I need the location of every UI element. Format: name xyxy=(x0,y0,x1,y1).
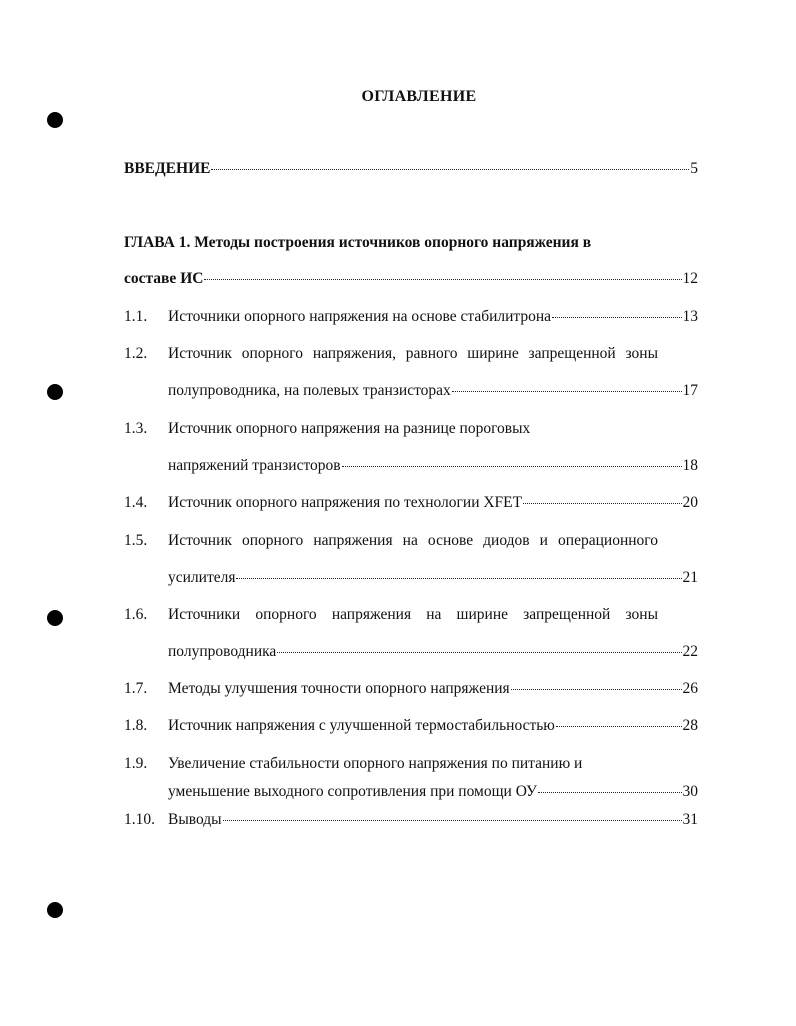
dot-leader xyxy=(552,317,681,318)
toc-entry-1-5[interactable] xyxy=(124,569,698,591)
toc-entry-label: ВВЕДЕНИЕ xyxy=(124,160,211,177)
section-title-line1: Источник опорного напряжения на разнице пороговых xyxy=(168,420,531,437)
toc-title: ОГЛАВЛЕНИЕ xyxy=(361,88,477,105)
toc-chapter-line1: ГЛАВА 1. Методы построения источников опорного напряжения в xyxy=(124,234,592,251)
section-title-line2: усилителя xyxy=(168,569,236,586)
section-number: 1.1. xyxy=(124,308,148,325)
dot-leader xyxy=(211,169,689,170)
dot-leader xyxy=(538,792,681,793)
toc-entry-1-3-head[interactable] xyxy=(124,420,698,442)
punch-hole xyxy=(47,112,63,128)
punch-hole xyxy=(47,902,63,918)
toc-page-number: 28 xyxy=(682,717,698,734)
toc-entry-1-3[interactable] xyxy=(124,457,698,479)
section-title-line1[interactable]: Источник опорного напряжения, равного ширине запрещенной зоны xyxy=(168,345,658,362)
dot-leader xyxy=(236,578,681,579)
section-title: Источник опорного напряжения по технологии XFET xyxy=(168,494,523,511)
section-number: 1.4. xyxy=(124,494,148,511)
section-title-line2: уменьшение выходного сопротивления при помощи ОУ xyxy=(168,783,538,800)
dot-leader xyxy=(277,652,681,653)
section-number: 1.7. xyxy=(124,680,148,697)
toc-page-number: 5 xyxy=(690,160,698,177)
section-number: 1.3. xyxy=(124,420,148,437)
dot-leader xyxy=(223,820,682,821)
section-title-line1[interactable]: Источник опорного напряжения на основе диодов и операционного xyxy=(168,532,658,549)
toc-page-number: 12 xyxy=(682,270,698,287)
section-number: 1.10. xyxy=(124,811,155,828)
toc-chapter-line2: составе ИС xyxy=(124,270,204,287)
toc-page-number: 20 xyxy=(682,494,698,511)
toc-chapter-heading-cont[interactable] xyxy=(124,270,698,292)
toc-page-number: 18 xyxy=(682,457,698,474)
toc-page-number: 13 xyxy=(682,308,698,325)
section-title-line2: полупроводника xyxy=(168,643,277,660)
toc-entry-1-6[interactable] xyxy=(124,643,698,665)
toc-entry-1-9-head[interactable] xyxy=(124,755,698,777)
section-number: 1.2. xyxy=(124,345,148,362)
toc-entry-1-1[interactable] xyxy=(124,308,698,330)
section-title-line1[interactable]: Источники опорного напряжения на ширине запрещенной зоны xyxy=(168,606,658,623)
section-title: Источник напряжения с улучшенной термостабильностью xyxy=(168,717,555,734)
dot-leader xyxy=(452,391,682,392)
toc-entry-intro[interactable] xyxy=(124,160,698,182)
toc-page-number: 26 xyxy=(682,680,698,697)
section-title: Источники опорного напряжения на основе стабилитрона xyxy=(168,308,552,325)
toc-entry-1-8[interactable] xyxy=(124,717,698,739)
section-title: Методы улучшения точности опорного напряжения xyxy=(168,680,510,697)
punch-hole xyxy=(47,610,63,626)
toc-page-number: 31 xyxy=(682,811,698,828)
section-number: 1.6. xyxy=(124,606,148,623)
punch-hole xyxy=(47,384,63,400)
toc-page-number: 22 xyxy=(682,643,698,660)
dot-leader xyxy=(523,503,681,504)
section-title-line2: напряжений транзисторов xyxy=(168,457,341,474)
section-title: Выводы xyxy=(168,811,222,828)
toc-page-number: 30 xyxy=(682,783,698,800)
toc-page-number: 17 xyxy=(682,382,698,399)
section-number: 1.8. xyxy=(124,717,148,734)
toc-entry-1-10[interactable] xyxy=(124,811,698,833)
section-number: 1.5. xyxy=(124,532,148,549)
dot-leader xyxy=(204,279,681,280)
toc-entry-1-7[interactable] xyxy=(124,680,698,702)
section-title-line1: Увеличение стабильности опорного напряжения по питанию и xyxy=(168,755,583,772)
toc-chapter-heading[interactable] xyxy=(124,234,698,256)
section-number: 1.9. xyxy=(124,755,148,772)
dot-leader xyxy=(556,726,682,727)
dot-leader xyxy=(342,466,682,467)
section-title-line2: полупроводника, на полевых транзисторах xyxy=(168,382,451,399)
toc-entry-1-9[interactable] xyxy=(124,783,698,805)
toc-entry-1-2[interactable] xyxy=(124,382,698,404)
toc-page-number: 21 xyxy=(682,569,698,586)
dot-leader xyxy=(511,689,682,690)
toc-entry-1-4[interactable] xyxy=(124,494,698,516)
